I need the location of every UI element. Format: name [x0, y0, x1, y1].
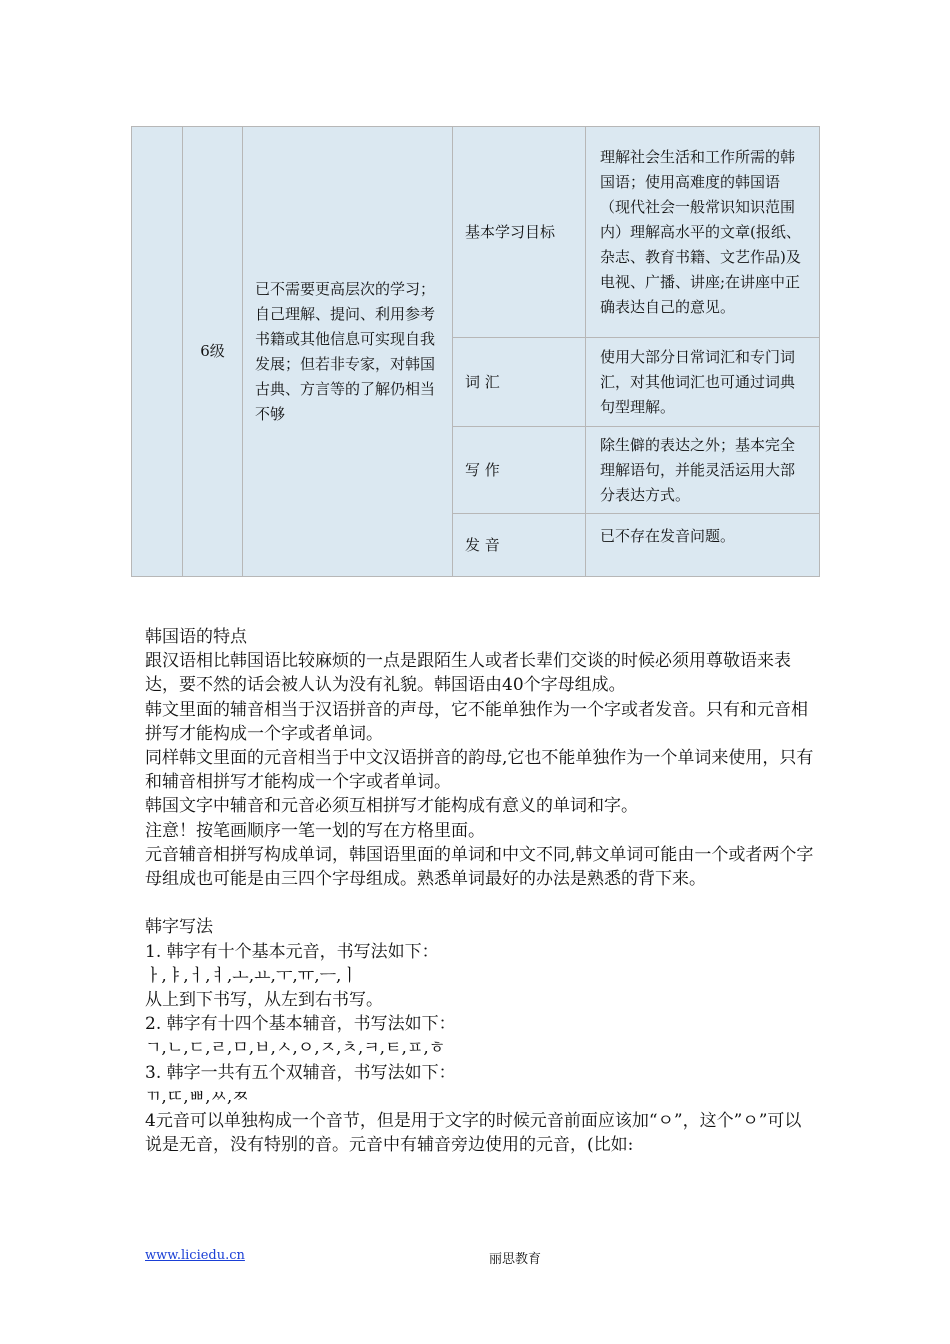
paragraph: 4元音可以单独构成一个音节，但是用于文字的时候元音前面应该加“ㅇ”，这个”ㅇ”可以说是无音，没有特别的音。元音中有辅音旁边使用的元音，(比如:: [145, 1111, 802, 1156]
consonant-list: ㄱ,ㄴ,ㄷ,ㄹ,ㅁ,ㅂ,ㅅ,ㅇ,ㅈ,ㅊ,ㅋ,ㅌ,ㅍ,ㅎ: [145, 1038, 446, 1059]
paragraph: 韩文里面的辅音相当于汉语拼音的声母，它不能单独作为一个字或者发音。只有和元音相拼写才能构成一个字或者单词。: [145, 699, 808, 744]
paragraph: 注意！按笔画顺序一笔一划的写在方格里面。: [145, 820, 485, 841]
footer-link[interactable]: www.liciedu.cn: [145, 1248, 245, 1263]
writing-text: 除生僻的表达之外；基本完全理解语句，并能灵活运用大部分表达方式。: [586, 427, 820, 514]
category-goal: 基本学习目标: [453, 127, 586, 338]
paragraph: 同样韩文里面的元音相当于中文汉语拼音的韵母,它也不能单独作为一个单词来使用，只有和辅音相拼写才能构成一个字或者单词。: [145, 748, 814, 793]
paragraph: 元音辅音相拼写构成单词，韩国语里面的单词和中文不同,韩文单词可能由一个或者两个字母组成也可能是由三四个字母组成。熟悉单词最好的办法是熟悉的背下来。: [145, 844, 814, 890]
goal-text: 理解社会生活和工作所需的韩国语；使用高难度的韩国语（现代社会一般常识知识范围内）理解高水平的文章(报纸、杂志、教育书籍、文艺作品)及电视、广播、讲座;在讲座中正确表达自己的意见。: [586, 127, 820, 338]
level-description: 已不需要更高层次的学习；自己理解、提问、利用参考书籍或其他信息可实现自我发展；但若非专家，对韩国古典、方言等的了解仍相当不够: [243, 127, 453, 577]
paragraph: 跟汉语相比韩国语比较麻烦的一点是跟陌生人或者长辈们交谈的时候必须用尊敬语来表达，要不然的话会被人认为没有礼貌。韩国语由40个字母组成。: [145, 651, 791, 696]
paragraph: 3. 韩字一共有五个双辅音，书写法如下：: [145, 1062, 456, 1083]
paragraph: 韩国文字中辅音和元音必须互相拼写才能构成有意义的单词和字。: [145, 796, 638, 817]
double-consonant-list: ㄲ,ㄸ,ㅃ,ㅆ,ㅉ: [145, 1086, 249, 1107]
level-table: [131, 126, 820, 577]
spacer: [145, 891, 815, 915]
category-pronunciation: 发 音: [453, 514, 586, 577]
paragraph: 2. 韩字有十四个基本辅音，书写法如下：: [145, 1014, 456, 1035]
category-writing: 写 作: [453, 427, 586, 514]
vowel-list: ㅏ,ㅑ,ㅓ,ㅕ,ㅗ,ㅛ,ㅜ,ㅠ,ㅡ,ㅣ: [145, 965, 358, 986]
section-title: 韩国语的特点: [145, 627, 247, 647]
paragraph: 1. 韩字有十个基本元音，书写法如下：: [145, 941, 439, 962]
category-vocabulary: 词 汇: [453, 338, 586, 427]
table-blank-cell: [132, 127, 183, 577]
vocabulary-text: 使用大部分日常词汇和专门词汇，对其他词汇也可通过词典句型理解。: [586, 338, 820, 427]
level-cell: 6级: [183, 127, 243, 577]
paragraph: 从上到下书写，从左到右书写。: [145, 990, 383, 1011]
document-body: [145, 625, 815, 1157]
footer-brand: 丽思教育: [489, 1252, 542, 1267]
pronunciation-text: 已不存在发音问题。: [586, 514, 820, 577]
section-title: 韩字写法: [145, 917, 213, 938]
